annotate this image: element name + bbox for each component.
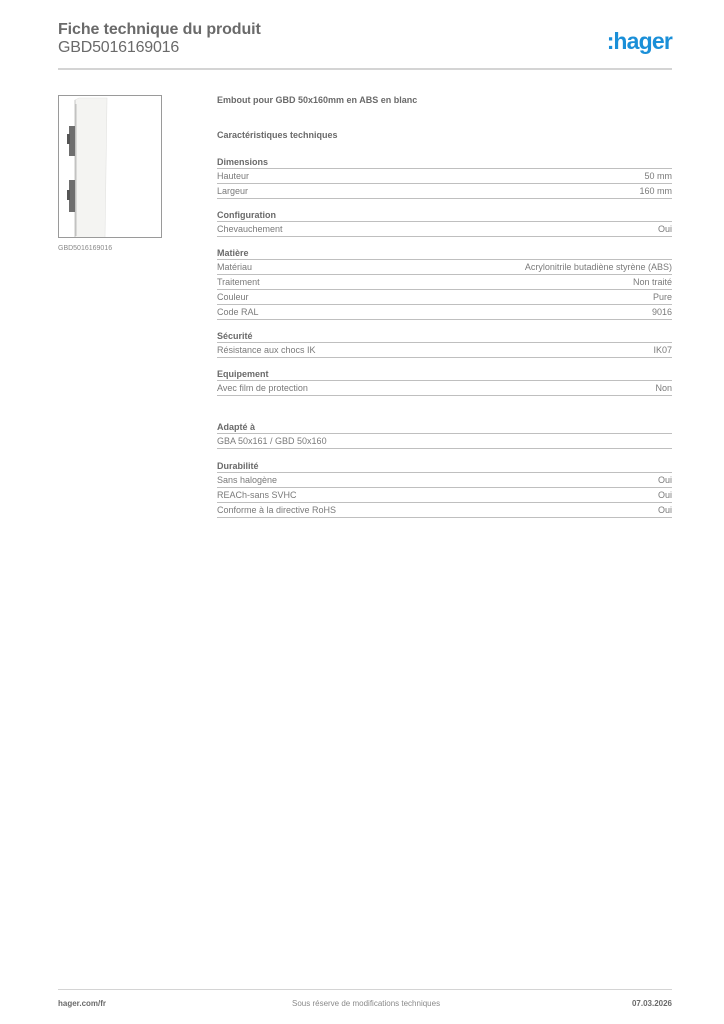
spec-label: REACh-sans SVHC <box>217 490 297 500</box>
section-title: Matière <box>217 247 672 260</box>
footer-disclaimer: Sous réserve de modifications techniques <box>292 999 441 1008</box>
header-divider <box>58 68 672 70</box>
spec-row <box>217 184 672 199</box>
spec-row <box>217 473 672 488</box>
spec-label: Conforme à la directive RoHS <box>217 505 337 515</box>
spec-value: Oui <box>657 505 672 515</box>
spec-row <box>217 343 672 358</box>
hager-logo: :hager <box>606 28 672 54</box>
section-equipement <box>217 368 672 396</box>
spec-row <box>217 290 672 305</box>
section-title: Configuration <box>217 209 672 222</box>
footer-date: 07.03.2026 <box>631 999 672 1008</box>
spec-row <box>217 222 672 237</box>
spec-value: Oui <box>657 475 672 485</box>
section-title: Sécurité <box>217 330 672 343</box>
spec-label: Sans halogène <box>217 475 278 485</box>
spec-value: 160 mm <box>639 186 672 196</box>
spec-label: Traitement <box>217 277 260 287</box>
spec-row <box>217 260 672 275</box>
section-securite <box>217 330 672 358</box>
section-durabilite <box>217 460 672 518</box>
spec-label: Hauteur <box>217 171 250 181</box>
spec-label: Matériau <box>217 262 253 272</box>
spec-value: Non traité <box>632 277 672 287</box>
section-adapte-a <box>217 421 672 449</box>
spec-label: Résistance aux chocs IK <box>217 345 316 355</box>
spec-row <box>217 169 672 184</box>
spec-value: IK07 <box>653 345 672 355</box>
section-dimensions <box>217 156 672 199</box>
spec-value: Non <box>655 383 672 393</box>
footer-website-link[interactable]: hager.com/fr <box>58 999 107 1008</box>
section-title: Dimensions <box>217 156 672 169</box>
spec-label: Couleur <box>217 292 249 302</box>
spec-label: Avec film de protection <box>217 383 308 393</box>
spec-value: Oui <box>657 224 672 234</box>
spec-row <box>217 434 672 449</box>
characteristics-heading: Caractéristiques techniques <box>217 130 338 140</box>
spec-row <box>217 305 672 320</box>
spec-label: Largeur <box>217 186 249 196</box>
product-description: Embout pour GBD 50x160mm en ABS en blanc <box>217 95 418 105</box>
spec-value: Acrylonitrile butadiène styrène (ABS) <box>524 262 672 272</box>
spec-value: Oui <box>657 490 672 500</box>
spec-row <box>217 275 672 290</box>
spec-label: GBA 50x161 / GBD 50x160 <box>217 436 327 446</box>
spec-label: Code RAL <box>217 307 259 317</box>
spec-row <box>217 503 672 518</box>
product-reference: GBD5016169016 <box>58 39 180 56</box>
section-title: Durabilité <box>217 460 672 473</box>
spec-row <box>217 381 672 396</box>
page-header <box>58 20 672 70</box>
spec-value: 50 mm <box>644 171 672 181</box>
end-cap-illustration <box>59 96 162 238</box>
footer-divider <box>58 989 672 990</box>
spec-label: Chevauchement <box>217 224 283 234</box>
image-caption: GBD5016169016 <box>58 245 113 252</box>
spec-value: 9016 <box>651 307 672 317</box>
section-configuration <box>217 209 672 237</box>
page-title: Fiche technique du produit <box>58 21 261 38</box>
section-title: Equipement <box>217 368 672 381</box>
spec-row <box>217 488 672 503</box>
spec-value: Pure <box>652 292 672 302</box>
section-title: Adapté à <box>217 421 672 434</box>
product-image <box>58 95 162 238</box>
section-matiere <box>217 247 672 320</box>
